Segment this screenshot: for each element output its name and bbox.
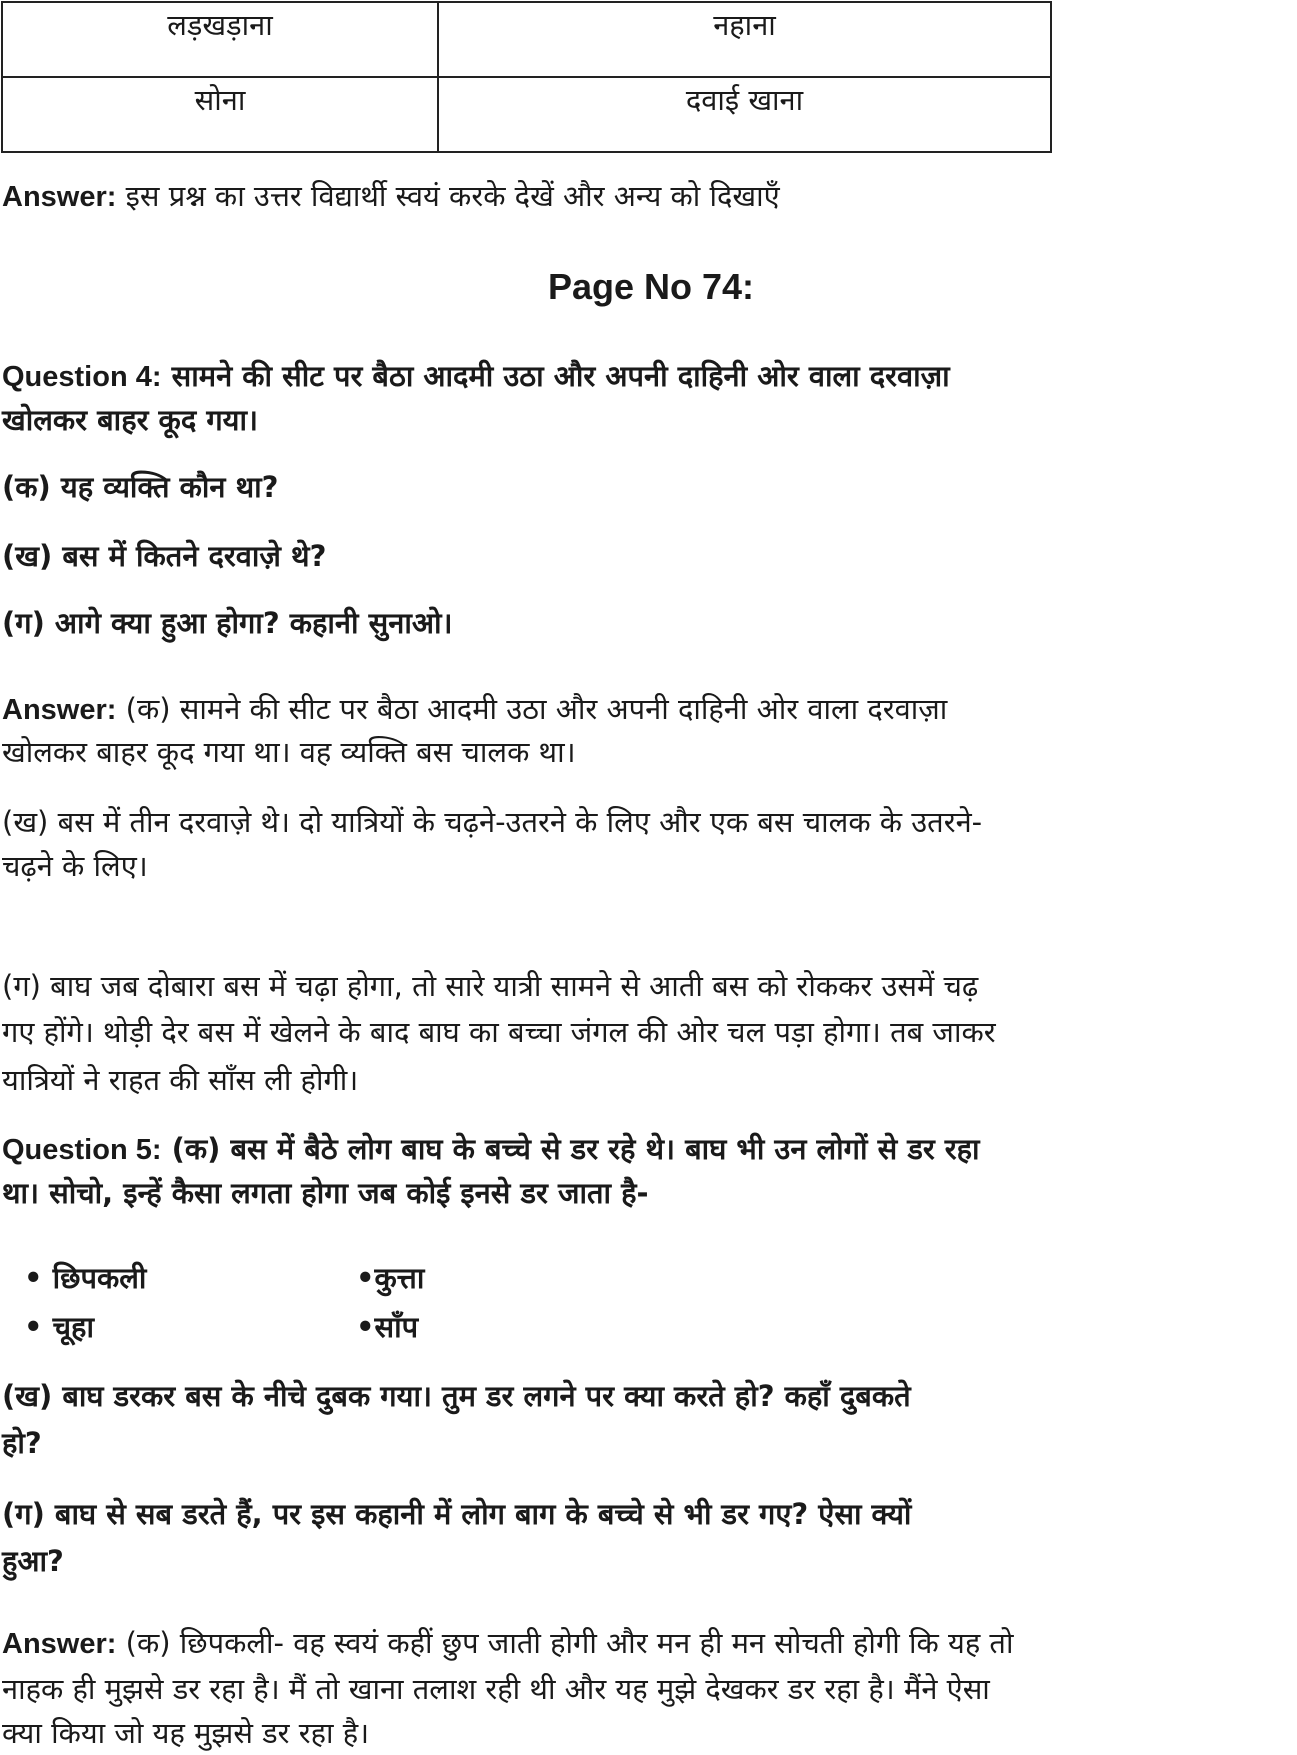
- bullet-item: •साँप: [356, 1310, 419, 1344]
- answer-5-line: [2, 1621, 1013, 1665]
- table-cell: नहाना: [438, 2, 1051, 77]
- answer-text: चढ़ने के लिए।: [2, 849, 148, 883]
- table-row: [2, 2, 1051, 77]
- question-label: Question 4:: [2, 361, 162, 393]
- table-row: [2, 77, 1051, 152]
- question-4-line: [2, 354, 950, 398]
- question-part: (ग) बाघ से सब डरते हैं, पर इस कहानी में लोग बाग के बच्चे से भी डर गए? ऐसा क्यों: [2, 1497, 912, 1531]
- previous-answer: [2, 174, 780, 218]
- answer-text: इस प्रश्न का उत्तर विद्यार्थी स्वयं करके देखें और अन्य को दिखाएँ: [125, 179, 780, 213]
- answer-text: खोलकर बाहर कूद गया था। वह व्यक्ति बस चालक था।: [2, 735, 576, 769]
- question-label: Question 5:: [2, 1134, 162, 1166]
- answer-text: (क) छिपकली- वह स्वयं कहीं छुप जाती होगी और मन ही मन सोचती होगी कि यह तो: [125, 1626, 1014, 1660]
- table-cell: दवाई खाना: [438, 77, 1051, 152]
- question-part: (क) यह व्यक्ति कौन था?: [2, 470, 279, 504]
- question-part: हो?: [2, 1426, 42, 1460]
- table-cell: सोना: [2, 77, 438, 152]
- bullet-item: •कुत्ता: [356, 1261, 425, 1295]
- question-text: सामने की सीट पर बैठा आदमी उठा और अपनी दाहिनी ओर वाला दरवाज़ा: [171, 359, 950, 393]
- answer-text: नाहक ही मुझसे डर रहा है। मैं तो खाना तलाश रही थी और यह मुझे देखकर डर रहा है। मैंने ऐसा: [2, 1672, 990, 1706]
- answer-text: (क) सामने की सीट पर बैठा आदमी उठा और अपनी दाहिनी ओर वाला दरवाज़ा: [125, 692, 948, 726]
- question-text: खोलकर बाहर कूद गया।: [2, 403, 258, 437]
- bullet-item: • छिपकली: [24, 1261, 147, 1295]
- question-5-line: [2, 1127, 980, 1171]
- question-part: (ग) आगे क्या हुआ होगा? कहानी सुनाओ।: [2, 606, 453, 640]
- activity-table: [1, 1, 1052, 153]
- question-text: था। सोचो, इन्हें कैसा लगता होगा जब कोई इनसे डर जाता है-: [2, 1176, 649, 1210]
- answer-text: यात्रियों ने राहत की साँस ली होगी।: [2, 1063, 359, 1097]
- answer-label: Answer:: [2, 181, 117, 213]
- answer-label: Answer:: [2, 694, 117, 726]
- answer-text: (ख) बस में तीन दरवाज़े थे। दो यात्रियों के चढ़ने-उतरने के लिए और एक बस चालक के उतरने-: [2, 805, 983, 839]
- question-text: (क) बस में बैठे लोग बाघ के बच्चे से डर रहे थे। बाघ भी उन लोगों से डर रहा: [171, 1132, 980, 1166]
- answer-4-line: [2, 687, 947, 731]
- bullet-item: • चूहा: [24, 1310, 94, 1344]
- question-part: हुआ?: [2, 1544, 64, 1578]
- answer-text: क्या किया जो यह मुझसे डर रहा है।: [2, 1716, 370, 1750]
- answer-label: Answer:: [2, 1628, 117, 1660]
- page-heading: Page No 74:: [547, 266, 755, 307]
- answer-text: (ग) बाघ जब दोबारा बस में चढ़ा होगा, तो सारे यात्री सामने से आती बस को रोककर उसमें चढ़: [2, 969, 979, 1003]
- table-cell: लड़खड़ाना: [2, 2, 438, 77]
- question-part: (ख) बाघ डरकर बस के नीचे दुबक गया। तुम डर लगने पर क्या करते हो? कहाँ दुबकते: [2, 1379, 911, 1413]
- question-part: (ख) बस में कितने दरवाज़े थे?: [2, 539, 327, 573]
- answer-text: गए होंगे। थोड़ी देर बस में खेलने के बाद बाघ का बच्चा जंगल की ओर चल पड़ा होगा। तब जाकर: [2, 1015, 996, 1049]
